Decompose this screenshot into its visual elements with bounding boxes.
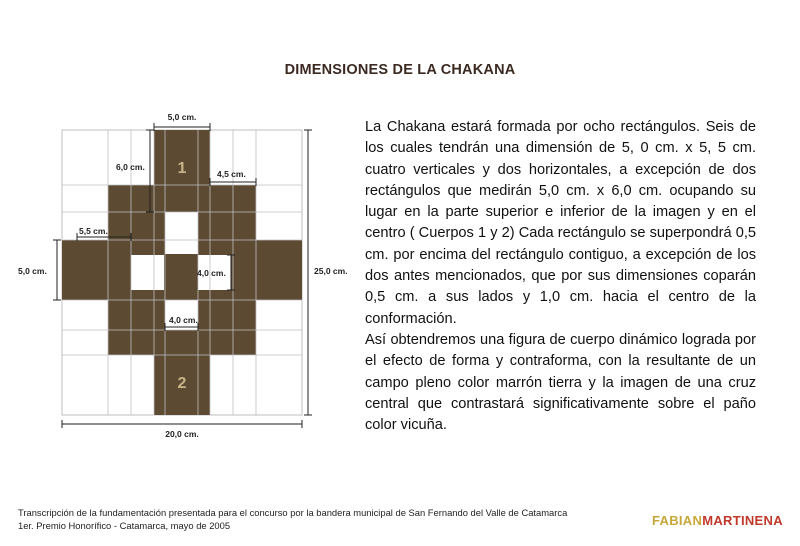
body-2-label: 2	[177, 375, 187, 392]
footer-line-1: Transcripción de la fundamentación presentada para el concurso por la bandera municipal de San Fernando del Valle de Catamarca	[18, 507, 568, 518]
description-paragraph-2: Así obtendremos una figura de cuerpo dinámico lograda por el efecto de forma y contraforma, con la resultante de un campo pleno color marrón tierra y la imagen de una cruz central que contrastará significativamente sobre el paño color vicuña.	[365, 331, 756, 434]
dim-total-height: 25,0 cm.	[314, 266, 348, 276]
footer-line-2: 1er. Premio Honorífico - Catamarca, mayo de 2005	[18, 520, 231, 531]
author-logo	[652, 513, 783, 528]
chakana-diagram	[0, 0, 360, 470]
dim-total-width: 20,0 cm.	[165, 429, 199, 439]
description-paragraph-1: La Chakana estará formada por ocho rectángulos. Seis de los cuales tendrán una dimensión de 5, 0 cm. x 5, 5 cm. cuatro verticales y dos horizontales, a excepción de dos rectángulos que medirán 5,0 cm. x 6,0 cm. ocupando su lugar en la parte superior e inferior de la imagen y en el centro ( Cuerpos 1 y 2) Cada rectángulo se superpondrá 0,5 cm. por encima del rectángulo contiguo, a excepción de los dos antes mencionados, que por sus dimensiones coparán 0,5 cm. a sus lados y 1,0 cm. hacia el centro de la conformación.	[365, 119, 756, 327]
dim-center-height: 4,0 cm.	[197, 268, 226, 278]
dim-top-width: 5,0 cm.	[167, 112, 197, 122]
dim-top-height: 6,0 cm.	[116, 162, 145, 172]
description-text	[365, 117, 756, 436]
dim-left-offset: 5,5 cm.	[79, 226, 108, 236]
dim-notch-right: 4,5 cm.	[217, 169, 246, 179]
dim-left-height: 5,0 cm.	[18, 266, 47, 276]
page-title: DIMENSIONES DE LA CHAKANA	[284, 62, 516, 78]
body-1-label: 1	[177, 160, 187, 177]
dim-center-width: 4,0 cm.	[169, 315, 198, 325]
logo-first-name: FABIAN	[652, 513, 703, 528]
logo-last-name: MARTINENA	[702, 513, 783, 528]
